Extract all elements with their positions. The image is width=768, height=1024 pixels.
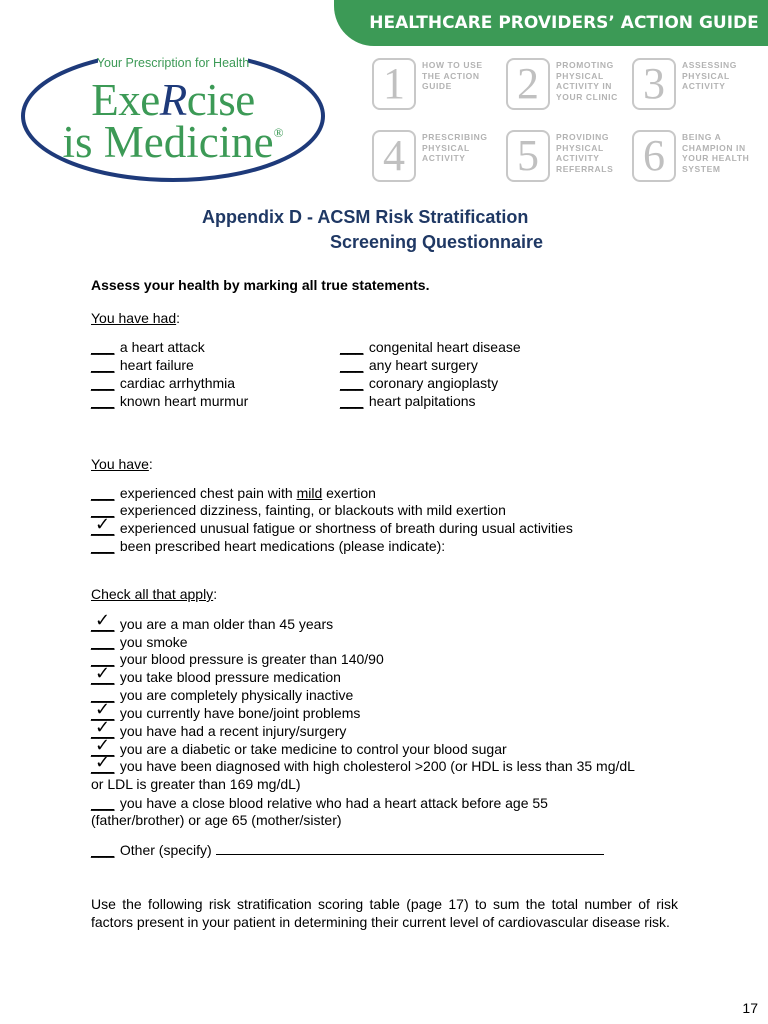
checkmark-icon: ___ ✓ xyxy=(95,610,111,631)
checkbox-blank[interactable] xyxy=(91,392,116,410)
item-continuation: or LDL is greater than 169 mg/dL) xyxy=(91,776,301,792)
checkbox-item[interactable]: ___ heart palpitations xyxy=(340,392,476,410)
logo-tagline: Your Prescription for Health xyxy=(96,56,250,70)
checkbox-item[interactable]: ___ coronary angioplasty xyxy=(340,374,498,392)
step-label: BEING A CHAMPION IN YOUR HEALTH SYSTEM xyxy=(682,132,750,174)
checkbox-blank[interactable] xyxy=(340,392,365,410)
title-line-2: Screening Questionnaire xyxy=(330,232,544,252)
checkbox-blank[interactable] xyxy=(91,794,116,812)
checkmark-icon: ___ ✓ xyxy=(95,752,111,773)
instructions: Assess your health by marking all true statements. xyxy=(91,277,430,293)
checkbox-blank[interactable] xyxy=(91,356,116,374)
checkbox-item-checked[interactable]: ___ ✓ you currently have bone/joint problems xyxy=(91,704,360,722)
checkbox-blank[interactable] xyxy=(91,610,116,633)
step-5 xyxy=(506,130,624,182)
checkbox-item[interactable]: ___ any heart surgery xyxy=(340,356,478,374)
checkbox-item[interactable]: ___ heart failure xyxy=(91,356,194,374)
step-number: 2 xyxy=(506,58,550,110)
checkbox-item[interactable]: ___ your blood pressure is greater than 140/90 xyxy=(91,650,384,668)
checkbox-blank[interactable] xyxy=(340,356,365,374)
checkbox-item-checked[interactable]: ___ ✓ you have had a recent injury/surgery xyxy=(91,722,346,740)
scoring-instructions: Use the following risk stratification scoring table (page 17) to sum the total number of risk factors present in your patient in determining their current level of cardiovascular disease risk. xyxy=(91,896,678,930)
checkbox-blank[interactable] xyxy=(91,633,116,651)
other-specify-item[interactable]: ___ Other (specify) xyxy=(91,841,604,859)
checkbox-blank[interactable] xyxy=(340,374,365,392)
checkbox-blank[interactable] xyxy=(91,752,116,775)
step-label: PRESCRIBING PHYSICAL ACTIVITY xyxy=(422,132,488,163)
checkbox-item[interactable]: ___ experienced chest pain with mild exertion xyxy=(91,484,376,502)
checkbox-blank[interactable] xyxy=(91,514,116,537)
banner-title: HEALTHCARE PROVIDERS’ ACTION GUIDE xyxy=(369,13,759,33)
checkbox-item[interactable]: ___ a heart attack xyxy=(91,338,205,356)
step-label: HOW TO USE THE ACTION GUIDE xyxy=(422,60,483,91)
checkmark-icon: ___ ✓ xyxy=(95,735,111,756)
checkbox-blank[interactable] xyxy=(91,338,116,356)
checkbox-item[interactable]: ___ known heart murmur xyxy=(91,392,248,410)
step-label: ASSESSING PHYSICAL ACTIVITY xyxy=(682,60,737,91)
checkbox-item[interactable]: ___ you have a close blood relative who had a heart attack before age 55 xyxy=(91,794,548,812)
checkbox-item-checked[interactable]: ___ ✓ you take blood pressure medication xyxy=(91,668,341,686)
section-heading-check: Check all that apply: xyxy=(91,586,218,602)
item-continuation: (father/brother) or age 65 (mother/sister) xyxy=(91,812,342,828)
checkbox-blank[interactable] xyxy=(91,374,116,392)
exercise-is-medicine-logo xyxy=(18,46,328,184)
section-heading-have: You have: xyxy=(91,456,153,472)
checkbox-blank[interactable] xyxy=(91,841,116,859)
checkbox-item[interactable]: ___ congenital heart disease xyxy=(340,338,521,356)
checkbox-item-checked[interactable]: ___ ✓ you have been diagnosed with high cholesterol >200 (or HDL is less than 35 mg/dL xyxy=(91,757,635,775)
checkbox-item[interactable]: ___ been prescribed heart medications (please indicate): xyxy=(91,537,445,555)
action-guide-steps xyxy=(372,58,768,186)
checkbox-blank[interactable] xyxy=(91,537,116,555)
step-4 xyxy=(372,130,490,182)
title-line-1: Appendix D - ACSM Risk Stratification xyxy=(202,207,529,227)
checkmark-icon: ___ ✓ xyxy=(95,514,111,535)
guide-banner xyxy=(334,0,768,46)
checkbox-item[interactable]: ___ experienced dizziness, fainting, or blackouts with mild exertion xyxy=(91,501,506,519)
checkbox-item-checked[interactable]: ___ ✓ you are a man older than 45 years xyxy=(91,615,333,633)
step-number: 6 xyxy=(632,130,676,182)
step-label: PROMOTING PHYSICAL ACTIVITY IN YOUR CLINIC xyxy=(556,60,618,102)
checkbox-blank[interactable] xyxy=(91,663,116,686)
checkmark-icon: ___ ✓ xyxy=(95,699,111,720)
checkbox-item[interactable]: ___ you are completely physically inactive xyxy=(91,686,353,704)
step-number: 1 xyxy=(372,58,416,110)
checkbox-blank[interactable] xyxy=(91,484,116,502)
checkmark-icon: ___ ✓ xyxy=(95,717,111,738)
step-number: 5 xyxy=(506,130,550,182)
step-number: 3 xyxy=(632,58,676,110)
checkbox-blank[interactable] xyxy=(340,338,365,356)
rx-glyph: R xyxy=(159,75,187,125)
other-specify-field[interactable] xyxy=(216,841,604,855)
step-number: 4 xyxy=(372,130,416,182)
checkbox-item[interactable]: ___ cardiac arrhythmia xyxy=(91,374,235,392)
checkbox-item-checked[interactable]: ___ ✓ you are a diabetic or take medicine to control your blood sugar xyxy=(91,740,507,758)
section-heading-had: You have had: xyxy=(91,310,181,326)
step-3 xyxy=(632,58,750,110)
logo-line-exercise: ExeRcise xyxy=(91,75,255,125)
step-label: PROVIDING PHYSICAL ACTIVITY REFERRALS xyxy=(556,132,614,174)
step-2 xyxy=(506,58,624,110)
checkbox-item[interactable]: ___ you smoke xyxy=(91,633,188,651)
page-number: 17 xyxy=(742,1000,758,1016)
step-6 xyxy=(632,130,750,182)
step-1 xyxy=(372,58,490,110)
checkmark-icon: ___ ✓ xyxy=(95,663,111,684)
checkbox-item-checked[interactable]: ___ ✓ experienced unusual fatigue or shortness of breath during usual activities xyxy=(91,519,573,537)
logo-line-medicine: is Medicine® xyxy=(62,117,284,167)
